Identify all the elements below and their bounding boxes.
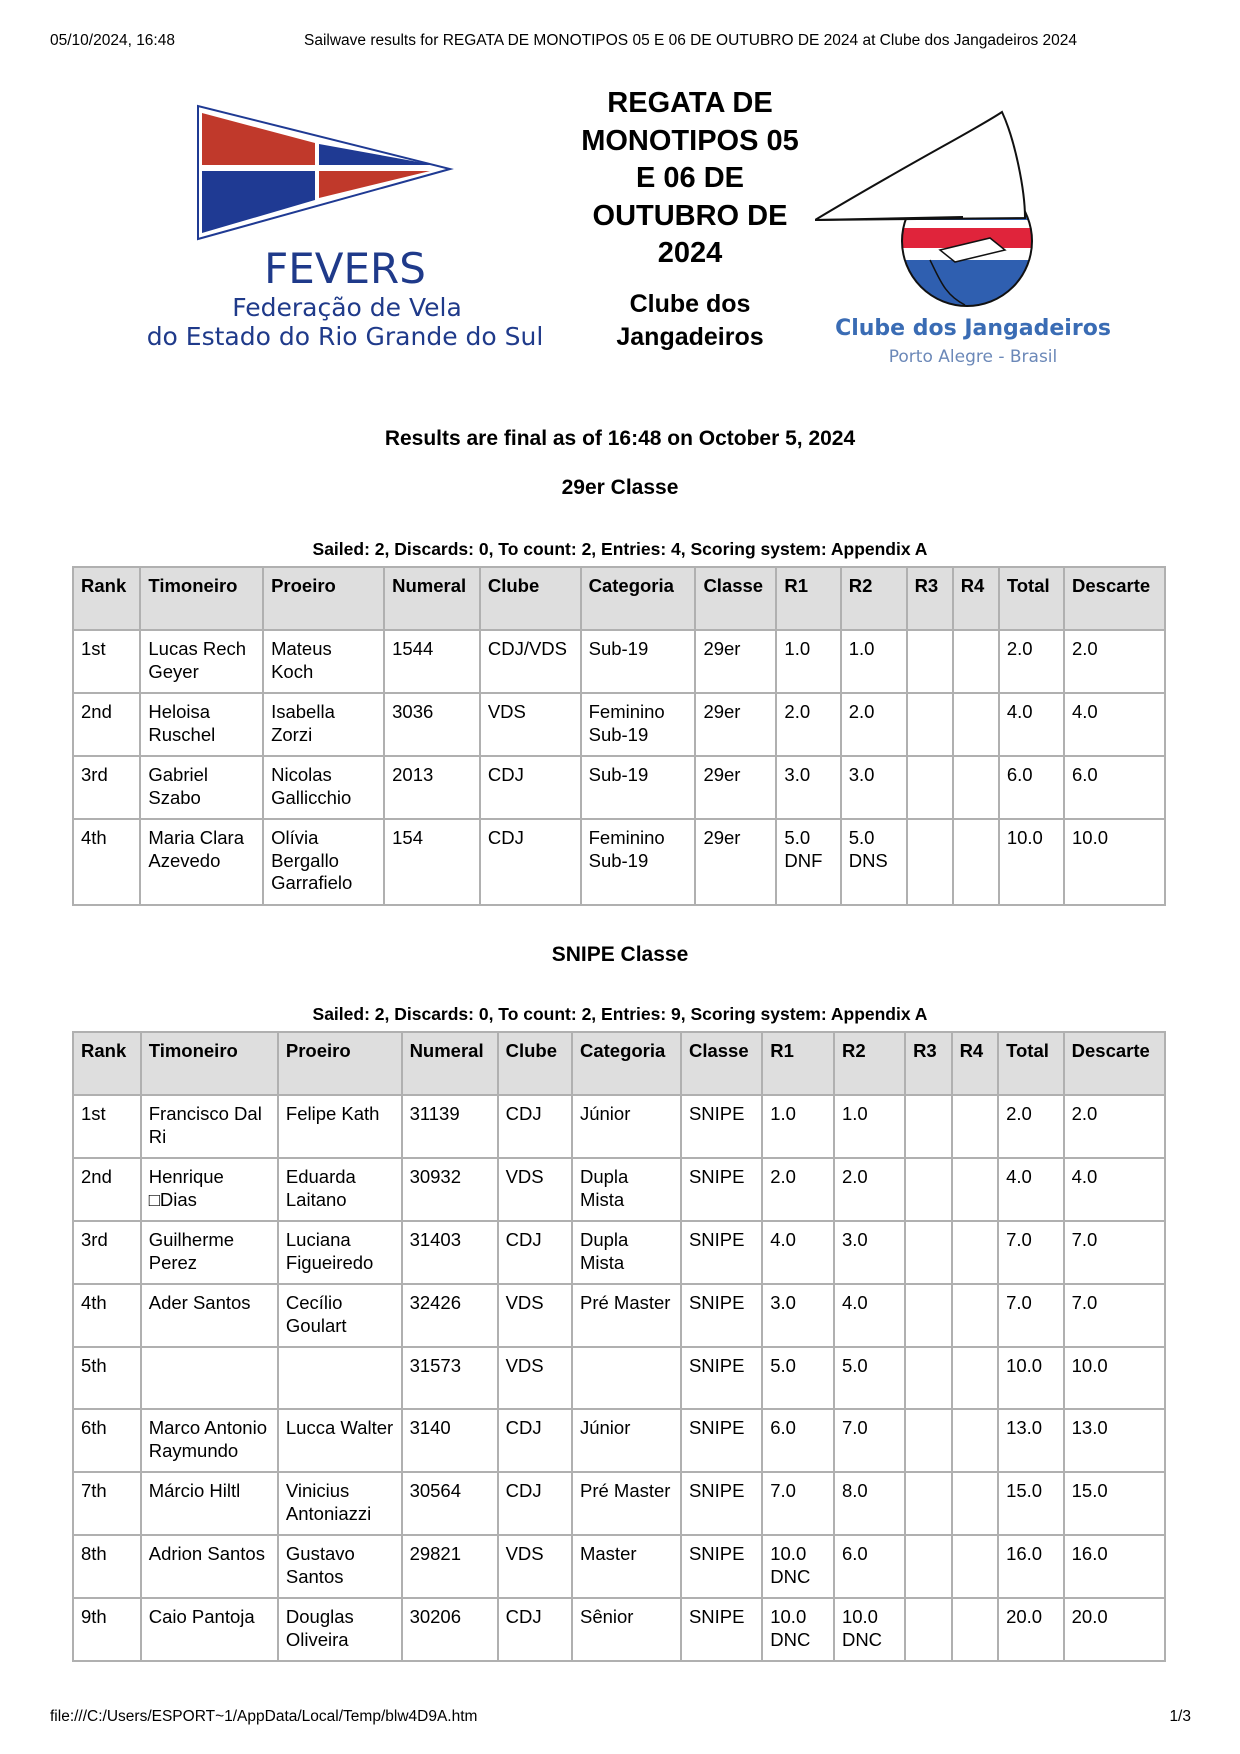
cell-timoneiro: Gabriel Szabo xyxy=(140,756,263,819)
cell-proeiro: Mateus Koch xyxy=(263,630,384,693)
column-header-categoria: Categoria xyxy=(572,1032,681,1095)
cell-total: 15.0 xyxy=(998,1472,1064,1535)
sail xyxy=(815,112,1025,220)
cell-rank: 1st xyxy=(73,630,140,693)
cell-categoria: Feminino Sub-19 xyxy=(581,819,696,905)
cell-descarte: 16.0 xyxy=(1064,1535,1165,1598)
cell-classe: SNIPE xyxy=(681,1535,762,1598)
cell-r4 xyxy=(953,819,999,905)
cell-rank: 4th xyxy=(73,819,140,905)
cell-timoneiro: Adrion Santos xyxy=(141,1535,278,1598)
cell-categoria: Pré Master xyxy=(572,1284,681,1347)
cell-classe: SNIPE xyxy=(681,1284,762,1347)
cell-rank: 7th xyxy=(73,1472,141,1535)
cell-r2: 3.0 xyxy=(834,1221,905,1284)
cell-r3 xyxy=(905,1221,952,1284)
cell-clube: VDS xyxy=(498,1347,572,1409)
cell-numeral: 3140 xyxy=(402,1409,498,1472)
cell-descarte: 7.0 xyxy=(1064,1284,1165,1347)
cell-numeral: 32426 xyxy=(402,1284,498,1347)
cell-rank: 2nd xyxy=(73,693,140,756)
cell-r2: 3.0 xyxy=(841,756,907,819)
results-status: Results are final as of 16:48 on October 5, 2024 xyxy=(384,427,856,450)
cell-clube: VDS xyxy=(498,1284,572,1347)
cell-classe: SNIPE xyxy=(681,1472,762,1535)
column-header-numeral: Numeral xyxy=(384,567,480,630)
jangada-sail-logo xyxy=(815,100,1115,380)
cell-r4 xyxy=(952,1284,999,1347)
cell-r1: 2.0 xyxy=(776,693,840,756)
cell-r2: 5.0 DNS xyxy=(841,819,907,905)
cell-categoria: Júnior xyxy=(572,1409,681,1472)
cell-categoria: Dupla Mista xyxy=(572,1221,681,1284)
cell-clube: VDS xyxy=(498,1158,572,1221)
cell-classe: SNIPE xyxy=(681,1221,762,1284)
cell-r4 xyxy=(952,1347,999,1409)
cell-r4 xyxy=(952,1409,999,1472)
table-row xyxy=(73,1284,1165,1347)
cell-descarte: 10.0 xyxy=(1064,819,1165,905)
table-row xyxy=(73,630,1165,693)
cell-timoneiro: Henrique □Dias xyxy=(141,1158,278,1221)
table-row xyxy=(73,819,1165,905)
cell-r4 xyxy=(952,1598,999,1661)
event-banner xyxy=(0,85,1240,385)
cell-r3 xyxy=(907,693,953,756)
cell-categoria: Pré Master xyxy=(572,1472,681,1535)
cell-clube: CDJ xyxy=(498,1221,572,1284)
cell-numeral: 31139 xyxy=(402,1095,498,1158)
print-datetime: 05/10/2024, 16:48 xyxy=(50,32,175,49)
cell-categoria xyxy=(572,1347,681,1409)
cell-r3 xyxy=(905,1158,952,1221)
cell-r3 xyxy=(905,1284,952,1347)
table-row xyxy=(73,1472,1165,1535)
cell-total: 10.0 xyxy=(999,819,1064,905)
cell-proeiro: Vinicius Antoniazzi xyxy=(278,1472,402,1535)
cell-timoneiro: Guilherme Perez xyxy=(141,1221,278,1284)
cell-numeral: 1544 xyxy=(384,630,480,693)
table-header-row xyxy=(73,567,1165,630)
cell-classe: SNIPE xyxy=(681,1347,762,1409)
column-header-classe: Classe xyxy=(695,567,776,630)
cell-categoria: Dupla Mista xyxy=(572,1158,681,1221)
cell-proeiro: Olívia Bergallo Garrafielo xyxy=(263,819,384,905)
cell-clube: CDJ xyxy=(480,756,581,819)
cell-total: 6.0 xyxy=(999,756,1064,819)
cell-timoneiro: Ader Santos xyxy=(141,1284,278,1347)
pennant-blue-bottom-left xyxy=(202,171,315,233)
fevers-logo-line1: Federação de Vela xyxy=(232,293,462,322)
class-heading-29er: 29er Classe xyxy=(561,476,679,499)
cell-r3 xyxy=(905,1535,952,1598)
cell-clube: CDJ xyxy=(480,819,581,905)
cell-total: 2.0 xyxy=(999,630,1064,693)
cell-rank: 3rd xyxy=(73,1221,141,1284)
cell-descarte: 20.0 xyxy=(1064,1598,1165,1661)
column-header-r3: R3 xyxy=(905,1032,952,1095)
cell-r4 xyxy=(952,1472,999,1535)
cell-timoneiro: Heloisa Ruschel xyxy=(140,693,263,756)
cell-timoneiro: Francisco Dal Ri xyxy=(141,1095,278,1158)
column-header-proeiro: Proeiro xyxy=(263,567,384,630)
column-header-r1: R1 xyxy=(776,567,840,630)
cell-r2: 4.0 xyxy=(834,1284,905,1347)
cell-timoneiro: Lucas Rech Geyer xyxy=(140,630,263,693)
cell-timoneiro: Marco Antonio Raymundo xyxy=(141,1409,278,1472)
cell-descarte: 10.0 xyxy=(1064,1347,1165,1409)
cell-r1: 10.0 DNC xyxy=(762,1598,834,1661)
cell-r4 xyxy=(953,630,999,693)
cell-numeral: 30932 xyxy=(402,1158,498,1221)
class-summary-snipe: Sailed: 2, Discards: 0, To count: 2, Entries: 9, Scoring system: Appendix A xyxy=(312,1004,928,1024)
column-header-r3: R3 xyxy=(907,567,953,630)
cell-descarte: 2.0 xyxy=(1064,1095,1165,1158)
cell-total: 2.0 xyxy=(998,1095,1064,1158)
cell-categoria: Sênior xyxy=(572,1598,681,1661)
table-row xyxy=(73,1158,1165,1221)
cdj-logo-name: Clube dos Jangadeiros xyxy=(835,316,1111,341)
table-row xyxy=(73,1347,1165,1409)
table-row xyxy=(73,1095,1165,1158)
cell-r3 xyxy=(905,1095,952,1158)
cell-rank: 1st xyxy=(73,1095,141,1158)
print-file-url: file:///C:/Users/ESPORT~1/AppData/Local/Temp/blw4D9A.htm xyxy=(50,1708,478,1725)
cell-r1: 5.0 DNF xyxy=(776,819,840,905)
cell-rank: 2nd xyxy=(73,1158,141,1221)
cell-descarte: 15.0 xyxy=(1064,1472,1165,1535)
cell-categoria: Sub-19 xyxy=(581,630,696,693)
table-row xyxy=(73,756,1165,819)
cell-total: 4.0 xyxy=(999,693,1064,756)
cell-r4 xyxy=(952,1158,999,1221)
cell-classe: 29er xyxy=(695,693,776,756)
table-header-row xyxy=(73,1032,1165,1095)
cell-descarte: 13.0 xyxy=(1064,1409,1165,1472)
cell-proeiro: Luciana Figueiredo xyxy=(278,1221,402,1284)
cell-clube: CDJ xyxy=(498,1409,572,1472)
cell-clube: VDS xyxy=(480,693,581,756)
class-summary-29er: Sailed: 2, Discards: 0, To count: 2, Entries: 4, Scoring system: Appendix A xyxy=(312,539,928,559)
cell-classe: 29er xyxy=(695,756,776,819)
cell-proeiro: Eduarda Laitano xyxy=(278,1158,402,1221)
cell-clube: CDJ xyxy=(498,1095,572,1158)
cell-r3 xyxy=(907,819,953,905)
column-header-proeiro: Proeiro xyxy=(278,1032,402,1095)
cell-total: 20.0 xyxy=(998,1598,1064,1661)
cell-proeiro: Douglas Oliveira xyxy=(278,1598,402,1661)
column-header-total: Total xyxy=(999,567,1064,630)
cell-proeiro: Gustavo Santos xyxy=(278,1535,402,1598)
column-header-r4: R4 xyxy=(953,567,999,630)
cell-descarte: 4.0 xyxy=(1064,1158,1165,1221)
cell-timoneiro: Maria Clara Azevedo xyxy=(140,819,263,905)
cell-r1: 2.0 xyxy=(762,1158,834,1221)
cell-classe: SNIPE xyxy=(681,1158,762,1221)
cell-r2: 6.0 xyxy=(834,1535,905,1598)
cell-classe: SNIPE xyxy=(681,1095,762,1158)
cell-rank: 3rd xyxy=(73,756,140,819)
column-header-r4: R4 xyxy=(952,1032,999,1095)
cell-descarte: 4.0 xyxy=(1064,693,1165,756)
results-table-29er xyxy=(72,566,1166,906)
cell-r2: 2.0 xyxy=(834,1158,905,1221)
cell-rank: 6th xyxy=(73,1409,141,1472)
column-header-numeral: Numeral xyxy=(402,1032,498,1095)
cell-numeral: 154 xyxy=(384,819,480,905)
cell-classe: 29er xyxy=(695,630,776,693)
cell-r2: 7.0 xyxy=(834,1409,905,1472)
cell-rank: 9th xyxy=(73,1598,141,1661)
cell-r3 xyxy=(907,756,953,819)
cell-classe: SNIPE xyxy=(681,1598,762,1661)
cell-r2: 5.0 xyxy=(834,1347,905,1409)
cell-r2: 1.0 xyxy=(841,630,907,693)
cell-r3 xyxy=(905,1472,952,1535)
cell-r2: 10.0 DNC xyxy=(834,1598,905,1661)
cell-numeral: 29821 xyxy=(402,1535,498,1598)
cell-numeral: 30564 xyxy=(402,1472,498,1535)
event-title: REGATA DE MONOTIPOS 05 E 06 DE OUTUBRO DE 2024 xyxy=(581,87,799,269)
class-heading-snipe: SNIPE Classe xyxy=(551,943,689,966)
cell-r2: 2.0 xyxy=(841,693,907,756)
cell-r1: 1.0 xyxy=(776,630,840,693)
cell-r4 xyxy=(952,1221,999,1284)
cell-proeiro xyxy=(278,1347,402,1409)
cell-r2: 1.0 xyxy=(834,1095,905,1158)
cell-rank: 4th xyxy=(73,1284,141,1347)
cell-numeral: 31573 xyxy=(402,1347,498,1409)
cell-numeral: 30206 xyxy=(402,1598,498,1661)
cell-total: 10.0 xyxy=(998,1347,1064,1409)
cell-proeiro: Isabella Zorzi xyxy=(263,693,384,756)
cell-clube: CDJ xyxy=(498,1598,572,1661)
cell-r3 xyxy=(905,1598,952,1661)
cell-r1: 4.0 xyxy=(762,1221,834,1284)
cell-categoria: Master xyxy=(572,1535,681,1598)
cell-clube: CDJ xyxy=(498,1472,572,1535)
table-body xyxy=(73,630,1165,905)
cell-total: 4.0 xyxy=(998,1158,1064,1221)
column-header-r1: R1 xyxy=(762,1032,834,1095)
fevers-pennant-logo xyxy=(135,103,555,373)
cell-categoria: Feminino Sub-19 xyxy=(581,693,696,756)
fevers-logo-name: FEVERS xyxy=(264,244,426,293)
column-header-classe: Classe xyxy=(681,1032,762,1095)
event-venue: Clube dos Jangadeiros xyxy=(616,290,764,351)
cell-clube: VDS xyxy=(498,1535,572,1598)
table-row xyxy=(73,1409,1165,1472)
table-row xyxy=(73,693,1165,756)
column-header-rank: Rank xyxy=(73,1032,141,1095)
print-header xyxy=(0,32,1240,52)
cell-r4 xyxy=(952,1095,999,1158)
cell-rank: 5th xyxy=(73,1347,141,1409)
column-header-total: Total xyxy=(998,1032,1064,1095)
cell-timoneiro xyxy=(141,1347,278,1409)
column-header-descarte: Descarte xyxy=(1064,567,1165,630)
cell-proeiro: Cecílio Goulart xyxy=(278,1284,402,1347)
results-table-snipe xyxy=(72,1031,1166,1662)
cell-total: 7.0 xyxy=(998,1221,1064,1284)
cell-r1: 10.0 DNC xyxy=(762,1535,834,1598)
column-header-timoneiro: Timoneiro xyxy=(141,1032,278,1095)
cell-r1: 3.0 xyxy=(776,756,840,819)
cell-descarte: 6.0 xyxy=(1064,756,1165,819)
cell-timoneiro: Caio Pantoja xyxy=(141,1598,278,1661)
cell-proeiro: Lucca Walter xyxy=(278,1409,402,1472)
fevers-logo-line2: do Estado do Rio Grande do Sul xyxy=(146,322,544,351)
column-header-descarte: Descarte xyxy=(1064,1032,1165,1095)
column-header-r2: R2 xyxy=(841,567,907,630)
cell-r1: 5.0 xyxy=(762,1347,834,1409)
cell-numeral: 31403 xyxy=(402,1221,498,1284)
column-header-clube: Clube xyxy=(498,1032,572,1095)
cell-categoria: Júnior xyxy=(572,1095,681,1158)
cdj-logo-tagline: Porto Alegre - Brasil xyxy=(888,347,1058,367)
cell-r1: 6.0 xyxy=(762,1409,834,1472)
cell-clube: CDJ/VDS xyxy=(480,630,581,693)
print-page-number: 1/3 xyxy=(1169,1708,1191,1725)
cell-r4 xyxy=(952,1535,999,1598)
column-header-rank: Rank xyxy=(73,567,140,630)
cell-descarte: 7.0 xyxy=(1064,1221,1165,1284)
cell-r4 xyxy=(953,756,999,819)
table-row xyxy=(73,1535,1165,1598)
cell-rank: 8th xyxy=(73,1535,141,1598)
cell-r1: 3.0 xyxy=(762,1284,834,1347)
cell-proeiro: Felipe Kath xyxy=(278,1095,402,1158)
cell-r1: 7.0 xyxy=(762,1472,834,1535)
cell-r3 xyxy=(905,1409,952,1472)
cell-classe: SNIPE xyxy=(681,1409,762,1472)
cell-classe: 29er xyxy=(695,819,776,905)
cell-proeiro: Nicolas Gallicchio xyxy=(263,756,384,819)
column-header-categoria: Categoria xyxy=(581,567,696,630)
print-page-title: Sailwave results for REGATA DE MONOTIPOS 05 E 06 DE OUTUBRO DE 2024 at Clube dos Jangadeiros 2024 xyxy=(304,32,1078,49)
cell-total: 16.0 xyxy=(998,1535,1064,1598)
table-body xyxy=(73,1095,1165,1661)
cell-timoneiro: Márcio Hiltl xyxy=(141,1472,278,1535)
cell-r1: 1.0 xyxy=(762,1095,834,1158)
column-header-clube: Clube xyxy=(480,567,581,630)
cell-r3 xyxy=(907,630,953,693)
column-header-r2: R2 xyxy=(834,1032,905,1095)
cell-numeral: 2013 xyxy=(384,756,480,819)
cell-r3 xyxy=(905,1347,952,1409)
cell-r2: 8.0 xyxy=(834,1472,905,1535)
table-row xyxy=(73,1221,1165,1284)
cell-r4 xyxy=(953,693,999,756)
cell-categoria: Sub-19 xyxy=(581,756,696,819)
cell-total: 13.0 xyxy=(998,1409,1064,1472)
print-footer xyxy=(0,1708,1240,1728)
column-header-timoneiro: Timoneiro xyxy=(140,567,263,630)
cell-descarte: 2.0 xyxy=(1064,630,1165,693)
cell-numeral: 3036 xyxy=(384,693,480,756)
table-row xyxy=(73,1598,1165,1661)
cell-total: 7.0 xyxy=(998,1284,1064,1347)
